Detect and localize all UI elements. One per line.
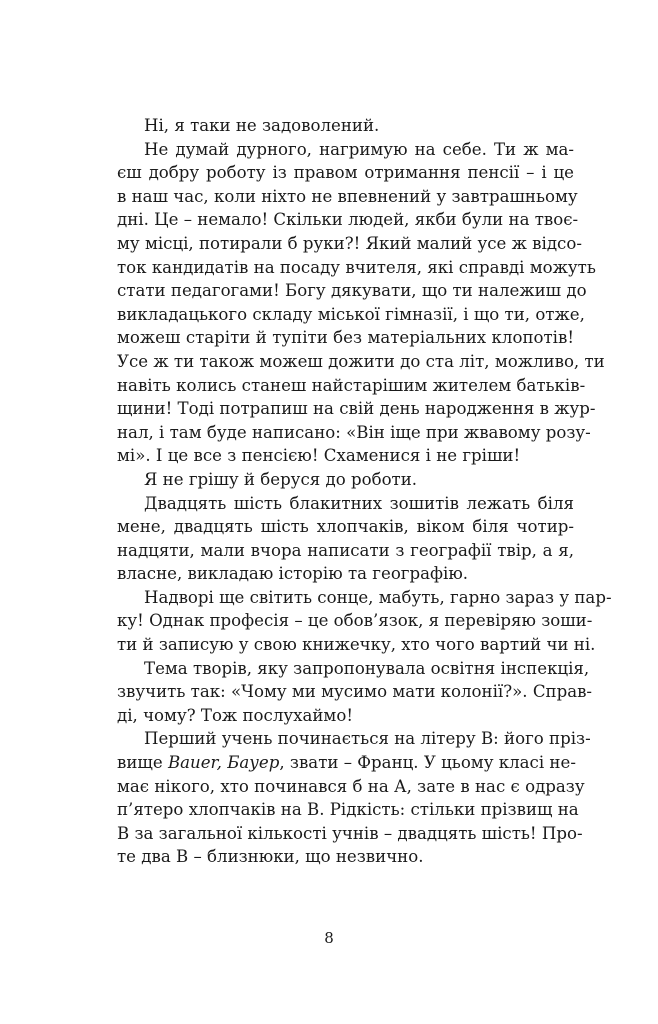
text-line: Тема творів, яку запропонувала освітня інспекція,	[144, 658, 590, 678]
text-line: ти й записую у свою книжечку, хто чого вартий чи ні.	[117, 635, 596, 655]
text-line: нал, і там буде написано: «Він іще при жвавому розу-	[117, 422, 591, 442]
text-line: ді, чому? Тож послухаймо!	[117, 705, 353, 725]
text-line: навіть колись станеш найстарішим жителем батьків-	[117, 375, 586, 395]
text-fragment: вище	[117, 753, 168, 773]
text-line: Усе ж ти також можеш дожити до ста літ, можливо, ти	[117, 351, 605, 371]
text-line: Надворі ще світить сонце, мабуть, гарно зараз у пар-	[144, 587, 612, 607]
text-line: єш добру роботу із правом отримання пенсії – і це	[117, 163, 574, 183]
body-text	[117, 114, 612, 869]
text-line: стати педагогами! Богу дякувати, що ти належиш до	[117, 281, 587, 301]
text-line: звучить так: «Чому ми мусимо мати колонії?». Справ-	[117, 682, 593, 702]
text-line: щини! Тоді потрапиш на свій день народження в жур-	[117, 399, 596, 419]
text-line: мі». І це все з пенсією! Схаменися і не гріши!	[117, 446, 521, 466]
text-line: Двадцять шість блакитних зошитів лежать біля	[144, 493, 574, 513]
text-line: в наш час, коли ніхто не впевнений у завтрашньому	[117, 186, 578, 206]
text-line: має нікого, хто починався б на А, зате в нас є одразу	[117, 776, 585, 796]
text-fragment: , звати – Франц. У цьому класі не-	[279, 753, 576, 773]
text-line: дні. Це – немало! Скільки людей, якби були на твоє-	[117, 210, 579, 230]
text-line: Не думай дурного, нагримую на себе. Ти ж ма-	[144, 139, 574, 159]
italic-surname: Bauer, Бауер	[167, 753, 280, 773]
text-line: Ні, я таки не задоволений.	[144, 116, 380, 135]
text-line: власне, викладаю історію та географію.	[117, 564, 469, 584]
text-line: можеш старіти й тупіти без матеріальних клопотів!	[117, 328, 574, 348]
text-line: му місці, потирали б руки?! Який малий усе ж відсо-	[117, 233, 582, 253]
text-line: В за загальної кількості учнів – двадцять шість! Про-	[117, 823, 583, 843]
text-line	[117, 751, 574, 775]
page-number: 8	[324, 929, 334, 947]
text-line: надцяти, мали вчора написати з географії твір, а я,	[117, 540, 574, 560]
text-line: ток кандидатів на посаду вчителя, які справді можуть	[117, 257, 596, 277]
text-line: Перший учень починається на літеру В: його пріз-	[144, 729, 591, 749]
text-line: те два В – близнюки, що незвично.	[117, 847, 424, 867]
text-line: викладацького складу міської гімназії, і що ти, отже,	[117, 304, 585, 324]
text-line: Я не грішу й беруся до роботи.	[144, 469, 418, 489]
text-line: мене, двадцять шість хлопчаків, віком біля чотир-	[117, 517, 574, 537]
text-line: ку! Однак професія – це обов’язок, я перевіряю зоши-	[117, 611, 593, 631]
text-line: п’ятеро хлопчаків на В. Рідкість: стільки прізвищ на	[117, 800, 579, 820]
